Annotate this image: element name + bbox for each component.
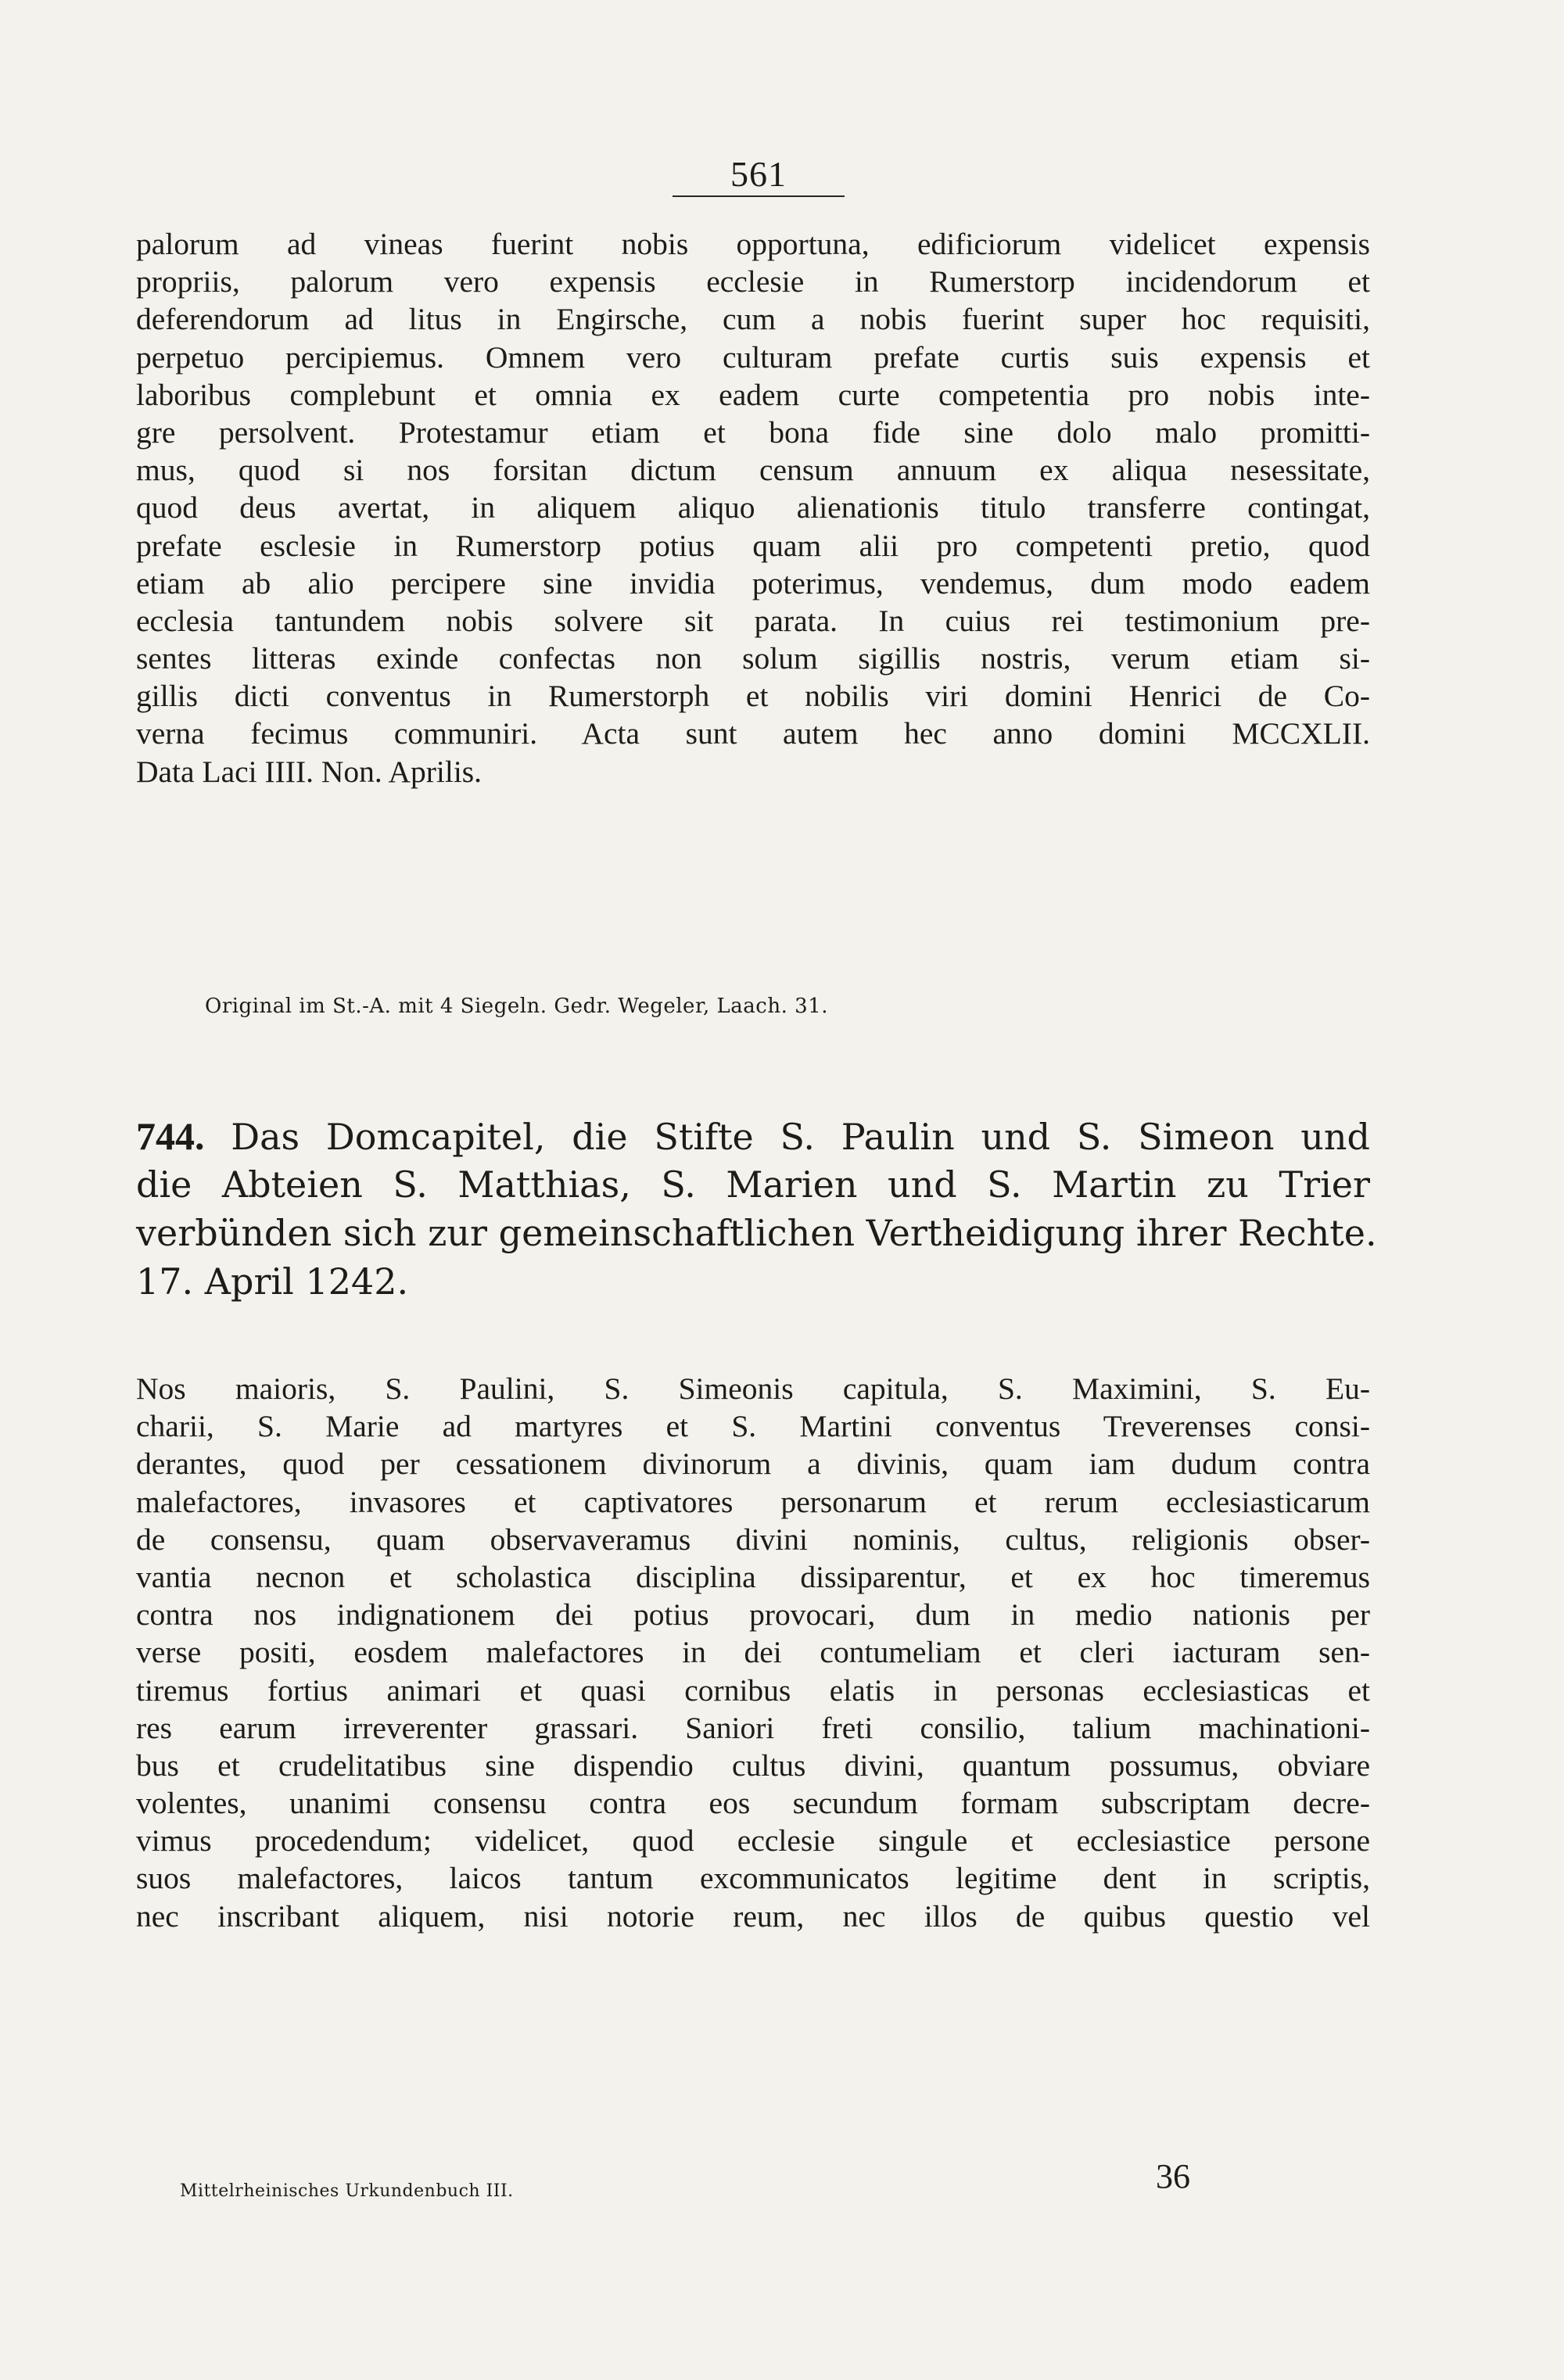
continued-charter-text [136,225,1370,790]
document-number: 744. [136,1114,205,1158]
text-line: perpetuo percipiemus. Omnem vero culturam prefate curtis suis expensis et [136,339,1370,375]
text-line: quod deus avertat, in aliquem aliquo alienationis titulo transferre contingat, [136,490,1370,525]
text-line: prefate esclesie in Rumerstorp potius quam alii pro competenti pretio, quod [136,528,1370,563]
sheet-number: 36 [1156,2157,1190,2195]
text-line: bus et crudelitatibus sine dispendio cultus divini, quantum possumus, obviare [136,1747,1370,1783]
text-line: de consensu, quam observaveramus divini nominis, cultus, religionis obser- [136,1522,1370,1557]
text-line: palorum ad vineas fuerint nobis opportuna, edificiorum videlicet expensis [136,227,1370,261]
page-number-rule [673,195,845,197]
document-heading [136,1112,1377,1306]
heading-line [136,1112,1370,1160]
text-line: verse positi, eosdem malefactores in dei contumeliam et cleri iacturam sen- [136,1635,1370,1670]
text-line: contra nos indignationem dei potius provocari, dum in medio nationis per [136,1597,1370,1633]
text-line: gillis dicti conventus in Rumerstorph et nobilis viri domini Henrici de Co- [136,679,1370,714]
text-line: malefactores, invasores et captivatores personarum et rerum ecclesiasticarum [136,1484,1370,1519]
text-line: suos malefactores, laicos tantum excommunicatos legitime dent in scriptis, [136,1861,1370,1896]
text-line: sentes litteras exinde confectas non solum sigillis nostris, verum etiam si- [136,641,1370,676]
text-line: derantes, quod per cessationem divinorum a divinis, quam iam dudum contra [136,1446,1370,1482]
text-line: res earum irreverenter grassari. Saniori freti consilio, talium machinationi- [136,1710,1370,1745]
text-line: laboribus complebunt et omnia ex eadem curte competentia pro nobis inte- [136,377,1370,412]
text-line: ecclesia tantundem nobis solvere sit parata. In cuius rei testimonium pre- [136,603,1370,638]
text-line: vimus procedendum; videlicet, quod ecclesie singule et ecclesiastice persone [136,1823,1370,1858]
text-line: etiam ab alio percipere sine invidia poterimus, vendemus, dum modo eadem [136,565,1370,600]
page-number: 561 [730,154,787,194]
heading-line: verbünden sich zur gemeinschaftlichen Vertheidigung ihrer Rechte. [136,1212,1377,1254]
heading-text: Das Domcapitel, die Stifte S. Paulin und S. Simeon und [204,1116,1370,1158]
text-line: charii, S. Marie ad martyres et S. Martini conventus Treverenses consi- [136,1409,1370,1444]
source-note: Original im St.-A. mit 4 Siegeln. Gedr. Wegeler, Laach. 31. [205,995,828,1018]
text-line: propriis, palorum vero expensis ecclesie in Rumerstorp incidendorum et [136,264,1370,299]
text-line: mus, quod si nos forsitan dictum censum annuum ex aliqua nesessitate, [136,453,1370,488]
text-line: volentes, unanimi consensu contra eos secundum formam subscriptam decre- [136,1786,1370,1821]
text-line: Nos maioris, S. Paulini, S. Simeonis capitula, S. Maximini, S. Eu- [136,1371,1370,1406]
text-line: gre persolvent. Protestamur etiam et bona fide sine dolo malo promitti- [136,414,1370,450]
text-line: tiremus fortius animari et quasi cornibus elatis in personas ecclesiasticas et [136,1672,1370,1708]
text-line: vantia necnon et scholastica disciplina dissiparentur, et ex hoc timeremus [136,1559,1370,1594]
text-line: deferendorum ad litus in Engirsche, cum a nobis fuerint super hoc requisiti, [136,302,1370,337]
text-line: nec inscribant aliquem, nisi notorie reum, nec illos de quibus questio vel [136,1898,1370,1934]
charter-text [136,1370,1370,1935]
heading-line: 17. April 1242. [136,1260,409,1303]
text-line: verna fecimus communiri. Acta sunt autem hec anno domini MCCXLII. [136,716,1370,751]
text-line: Data Laci IIII. Non. Aprilis. [136,754,482,789]
heading-line: die Abteien S. Matthias, S. Marien und S. Martin zu Trier [136,1163,1370,1206]
book-signature: Mittelrheinisches Urkundenbuch III. [180,2181,514,2201]
